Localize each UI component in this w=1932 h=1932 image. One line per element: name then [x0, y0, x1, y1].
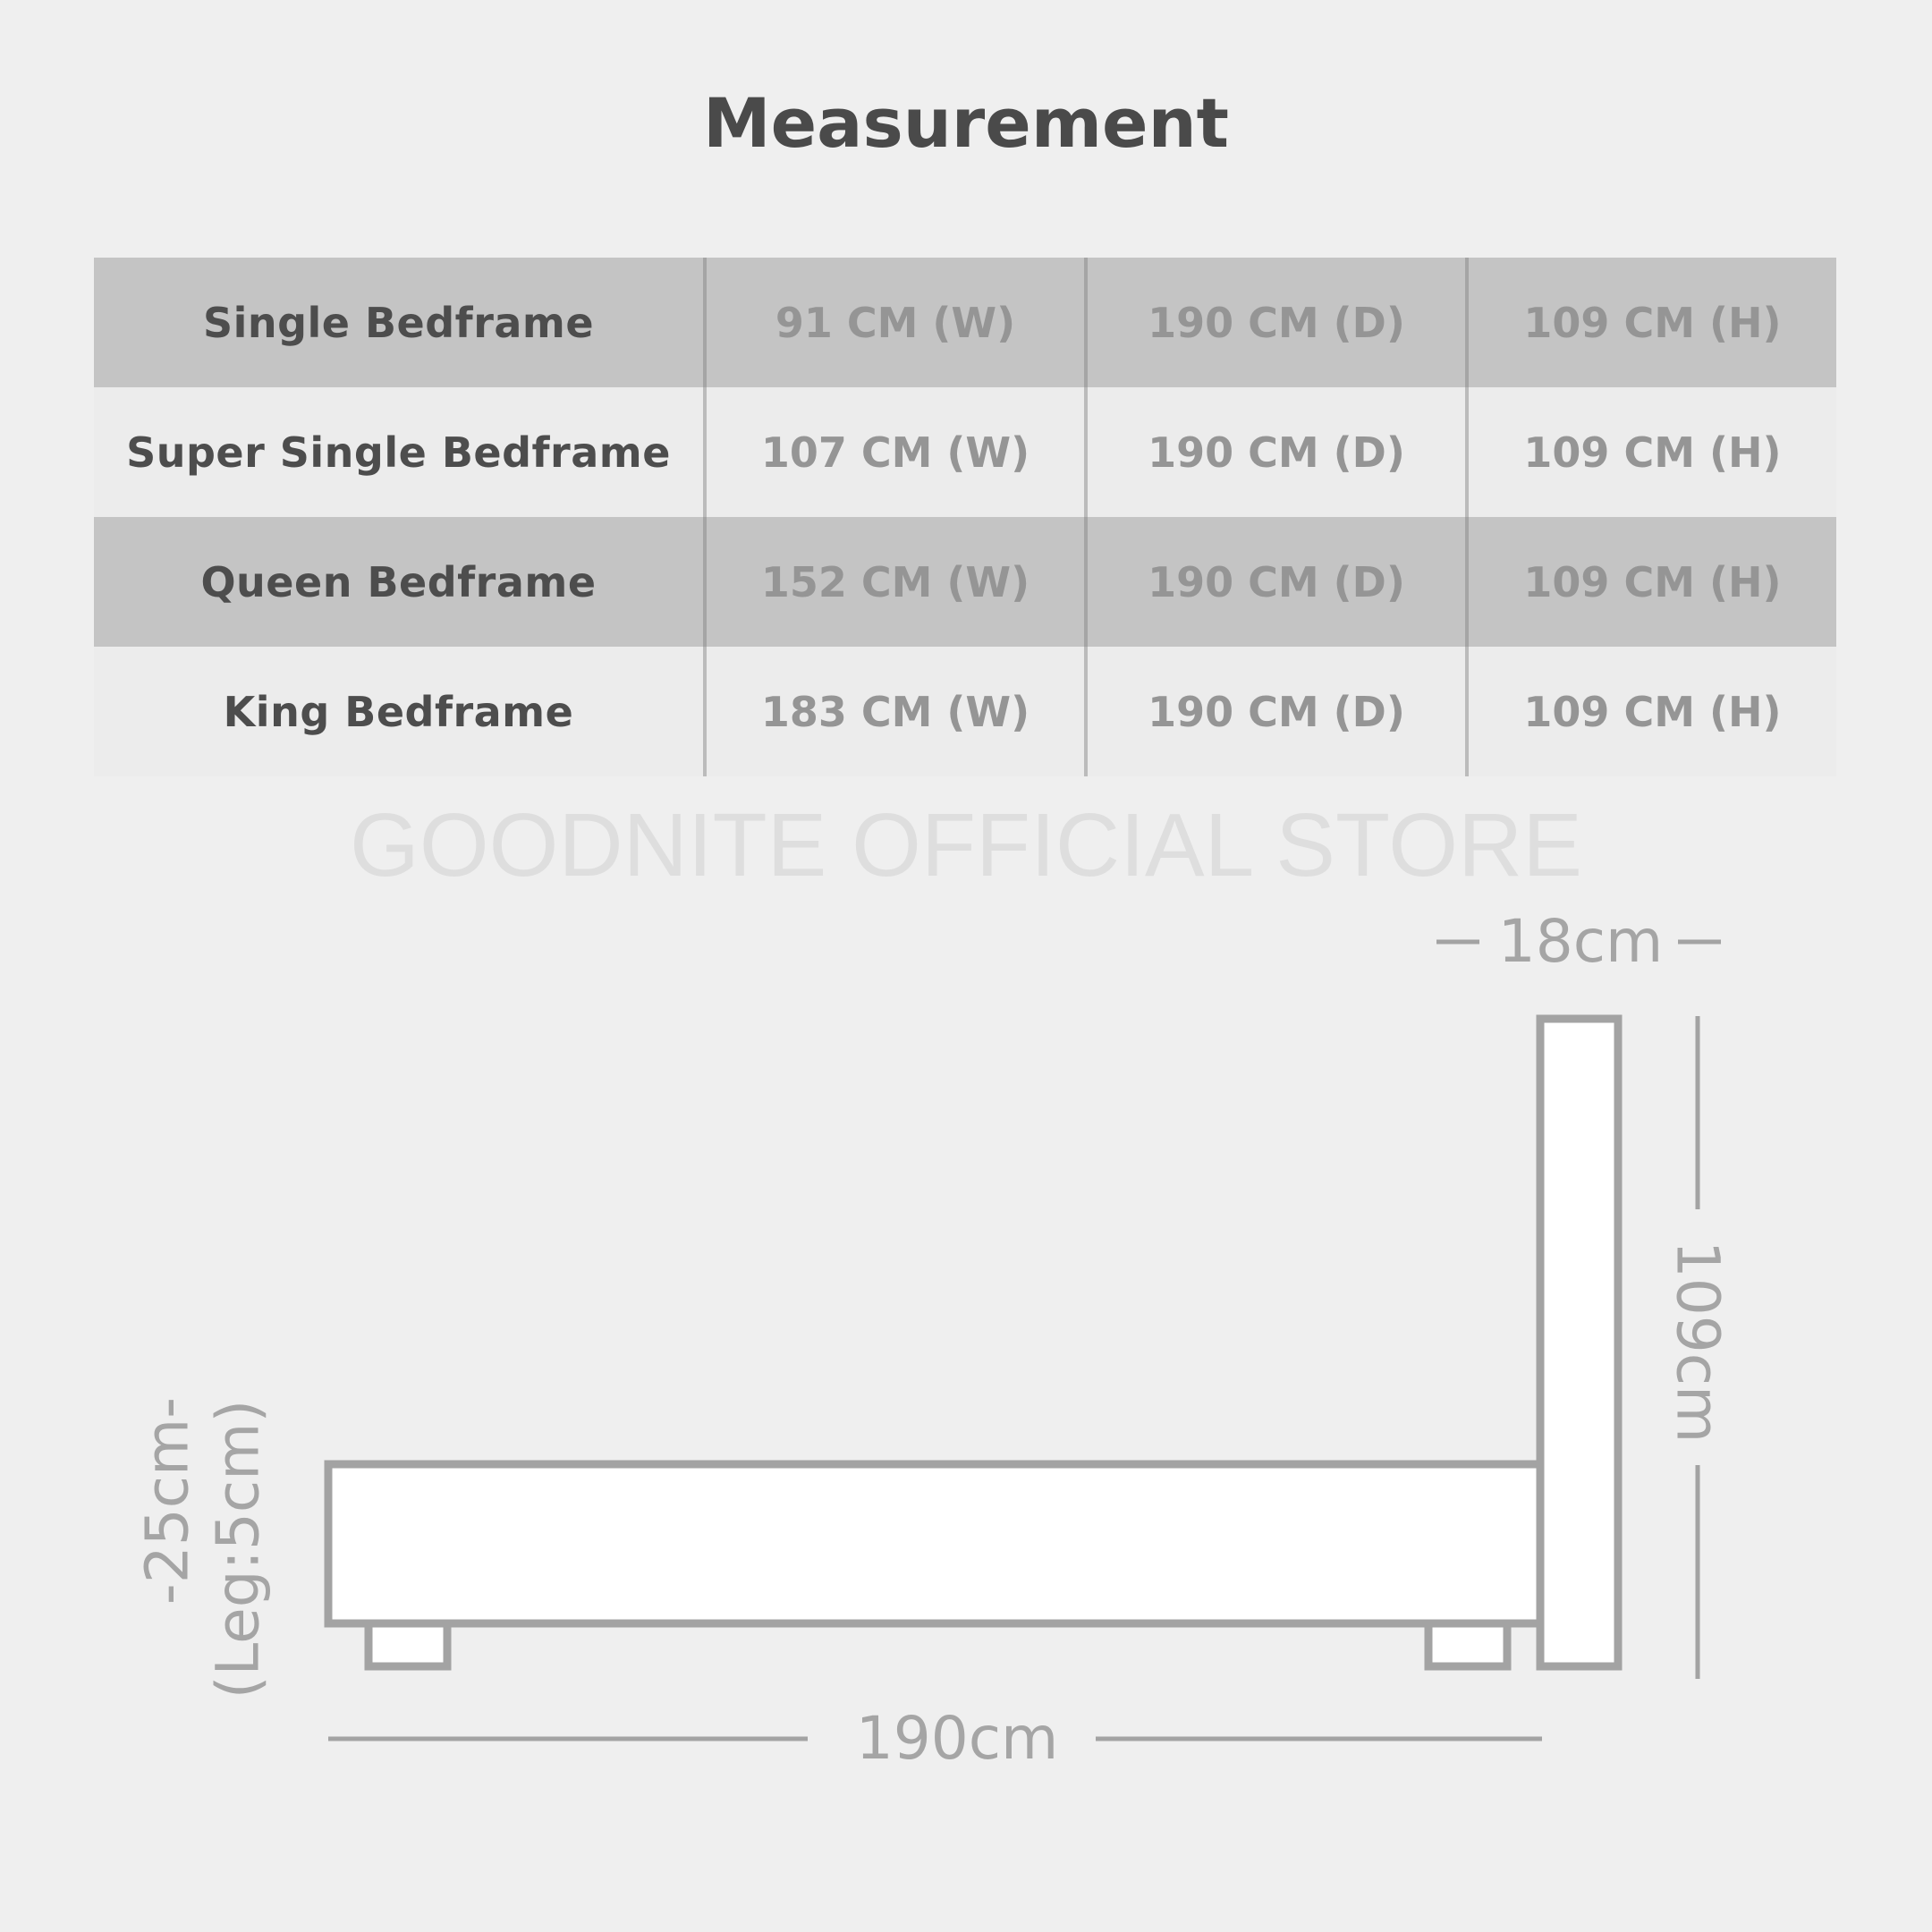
row-width: 183 CM (W)	[703, 647, 1084, 776]
store-watermark: GOODNITE OFFICIAL STORE	[350, 795, 1582, 895]
row-height: 109 CM (H)	[1465, 387, 1836, 517]
base-height-label: -25cm-	[132, 1396, 202, 1606]
row-depth: 190 CM (D)	[1084, 387, 1465, 517]
row-depth: 190 CM (D)	[1084, 647, 1465, 776]
bed-leg-right	[1428, 1623, 1507, 1666]
row-depth: 190 CM (D)	[1084, 517, 1465, 647]
headboard	[1540, 1019, 1618, 1666]
row-height: 109 CM (H)	[1465, 258, 1836, 387]
row-height: 109 CM (H)	[1465, 517, 1836, 647]
row-width: 152 CM (W)	[703, 517, 1084, 647]
bed-leg-left	[369, 1623, 447, 1666]
row-name: Single Bedframe	[202, 298, 595, 347]
row-height: 109 CM (H)	[1465, 647, 1836, 776]
row-width: 107 CM (W)	[703, 387, 1084, 517]
bed-base	[328, 1464, 1540, 1623]
headboard-height-label: 109cm	[1663, 1240, 1733, 1444]
row-name: King Bedframe	[223, 687, 574, 736]
bed-length-label: 190cm	[855, 1704, 1059, 1773]
page-title: Measurement	[703, 83, 1229, 163]
row-name: Super Single Bedframe	[126, 428, 671, 477]
headboard-thickness-label: 18cm	[1497, 907, 1664, 976]
row-depth: 190 CM (D)	[1084, 258, 1465, 387]
row-width: 91 CM (W)	[703, 258, 1084, 387]
row-name: Queen Bedframe	[200, 557, 597, 606]
leg-height-label: (Leg:5cm)	[203, 1399, 273, 1699]
